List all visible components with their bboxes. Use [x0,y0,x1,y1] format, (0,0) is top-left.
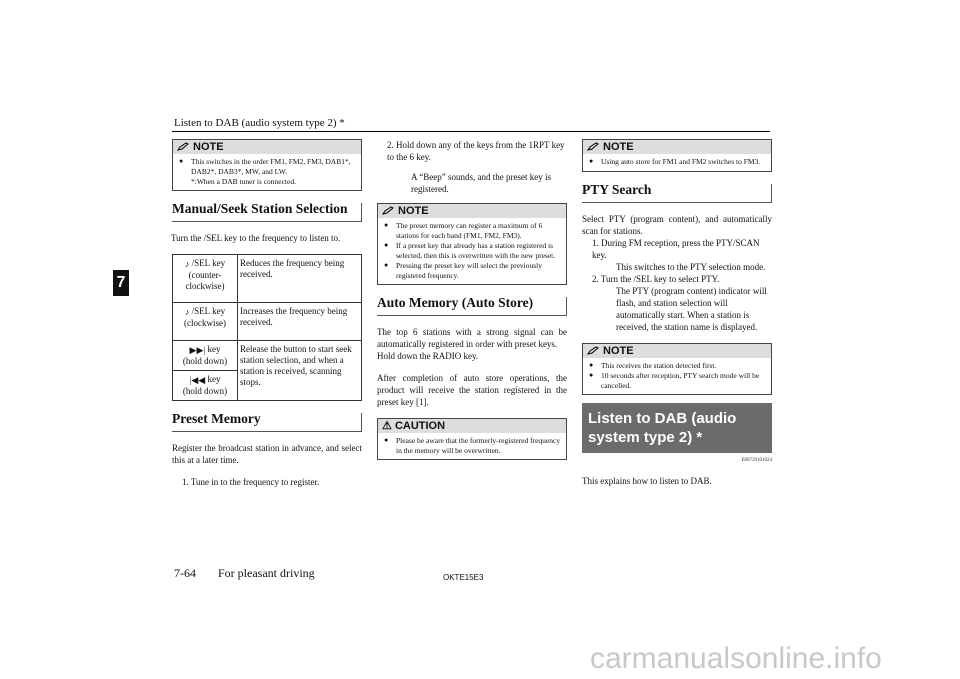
table-row [173,340,362,370]
note-box [172,139,362,191]
step-2: 2. Hold down any of the keys from the 1RPT key to the 6 key. [387,140,565,162]
chapter-tab: 7 [113,270,129,296]
manual-text: Turn the /SEL key to the frequency to listen to. [171,232,341,243]
key-description: Increases the frequency being received. [238,302,362,340]
bullet-icon: ● [179,157,184,165]
footer-doc-code: OKTE15E3 [443,573,484,582]
dab-text: This explains how to listen to DAB. [582,476,712,486]
caution-text: Please be aware that the formerly-registered frequency in the memory will be overwritten. [396,436,561,455]
key-description: Reduces the frequency being received. [238,254,362,302]
note-text: If a preset key that already has a station registered is selected, then this is overwritten with the new preset. [396,241,556,260]
key-label: /SEL key [191,305,226,316]
bullet-icon: ● [589,371,594,379]
bullet-icon: ● [589,157,594,165]
key-sub-label: (counter-clockwise) [185,269,225,291]
footer-chapter-title: For pleasant driving [218,566,315,580]
column-2 [377,139,567,468]
section-title-preset-memory: Preset Memory [172,413,362,432]
section-code: E00739101024 [741,458,772,463]
section-title-pty-search: PTY Search [582,184,772,203]
bullet-icon: ● [384,436,389,444]
auto-text-1: The top 6 stations with a strong signal can be automatically registered in order with preset keys. [377,327,567,349]
note-label: NOTE [603,141,634,153]
note-text: Using auto store for FM1 and FM2 switches to FM3. [601,157,761,166]
step-2-sub: A “Beep” sounds, and the preset key is registered. [411,172,551,194]
footer-page-number: 7-64 [174,566,196,580]
note-pencil-icon [177,142,189,151]
watermark: carmanualsonline.info [590,642,882,675]
note-text: This switches in the order FM1, FM2, FM3, DAB1*, DAB2*, DAB3*, MW, and LW. [191,157,351,176]
table-row [173,254,362,302]
note-pencil-icon [382,206,394,215]
note-label: NOTE [193,141,224,153]
note-pencil-icon [587,142,599,151]
section-title-auto-memory: Auto Memory (Auto Store) [377,297,567,316]
pty-text: Select PTY (program content), and automatically scan for stations. [582,213,772,236]
key-description: Release the button to start seek station selection, and when a station is received, scanning stops. [238,340,362,400]
pty-step-2-sub: The PTY (program content) indicator will flash, and station selection will automatically start. When a station is received, the station name is displayed. [616,285,767,332]
key-label: key [207,373,221,384]
seek-forward-icon: ▶▶| [189,344,206,355]
caution-box [377,418,567,460]
note-footnote: *:When a DAB tuner is connected. [191,177,296,186]
key-label: key [207,343,221,354]
key-sub-label: (hold down) [182,355,228,366]
note-box [582,139,772,172]
preset-text: Register the broadcast station in advance, and select this at a later time. [172,442,362,465]
note-label: NOTE [603,344,634,357]
column-1 [172,139,362,488]
pty-step-2: 2. Turn the /SEL key to select PTY. [592,273,720,284]
note-text: The preset memory can register a maximum of 6 stations for each band (FM1, FM2, FM3). [396,221,543,240]
auto-text-2: After completion of auto store operations, the product will receive the station registered in the preset key [1]. [377,373,567,407]
bullet-icon: ● [384,221,389,229]
bullet-icon: ● [384,261,389,269]
key-function-table [172,254,362,401]
note-box [582,343,772,396]
note-box [377,203,567,285]
key-label: /SEL key [191,257,226,268]
music-note-icon: ♪ [184,306,190,317]
bullet-icon: ● [589,360,594,369]
note-label: NOTE [398,205,429,217]
section-title-manual-seek: Manual/Seek Station Selection [172,203,362,222]
key-sub-label: (hold down) [182,385,228,396]
note-text: Pressing the preset key will select the previously registered frequency. [396,261,543,280]
note-pencil-icon [587,346,599,355]
key-sub-label: (clockwise) [184,317,226,328]
warning-triangle-icon: ⚠ [382,420,392,432]
caution-label: CAUTION [394,420,446,432]
column-3 [582,139,772,497]
pty-step-1-sub: This switches to the PTY selection mode. [616,261,766,272]
page-header-title: Listen to DAB (audio system type 2) * [174,117,345,129]
table-row [173,302,362,340]
note-text: This receives the station detected first. [601,360,717,370]
note-text: 10 seconds after reception, PTY search mode will be cancelled. [601,371,760,390]
bullet-icon: ● [384,241,389,249]
pty-step-1: 1. During FM reception, press the PTY/SCAN key. [592,237,760,260]
seek-backward-icon: |◀◀ [189,374,206,385]
auto-text-1b: Hold down the RADIO key. [377,351,479,361]
step-1: 1. Tune in to the frequency to register. [182,476,320,487]
music-note-icon: ♪ [184,258,190,269]
section-title-dab: Listen to DAB (audio system type 2) * [582,403,772,453]
header-rule [172,131,770,132]
